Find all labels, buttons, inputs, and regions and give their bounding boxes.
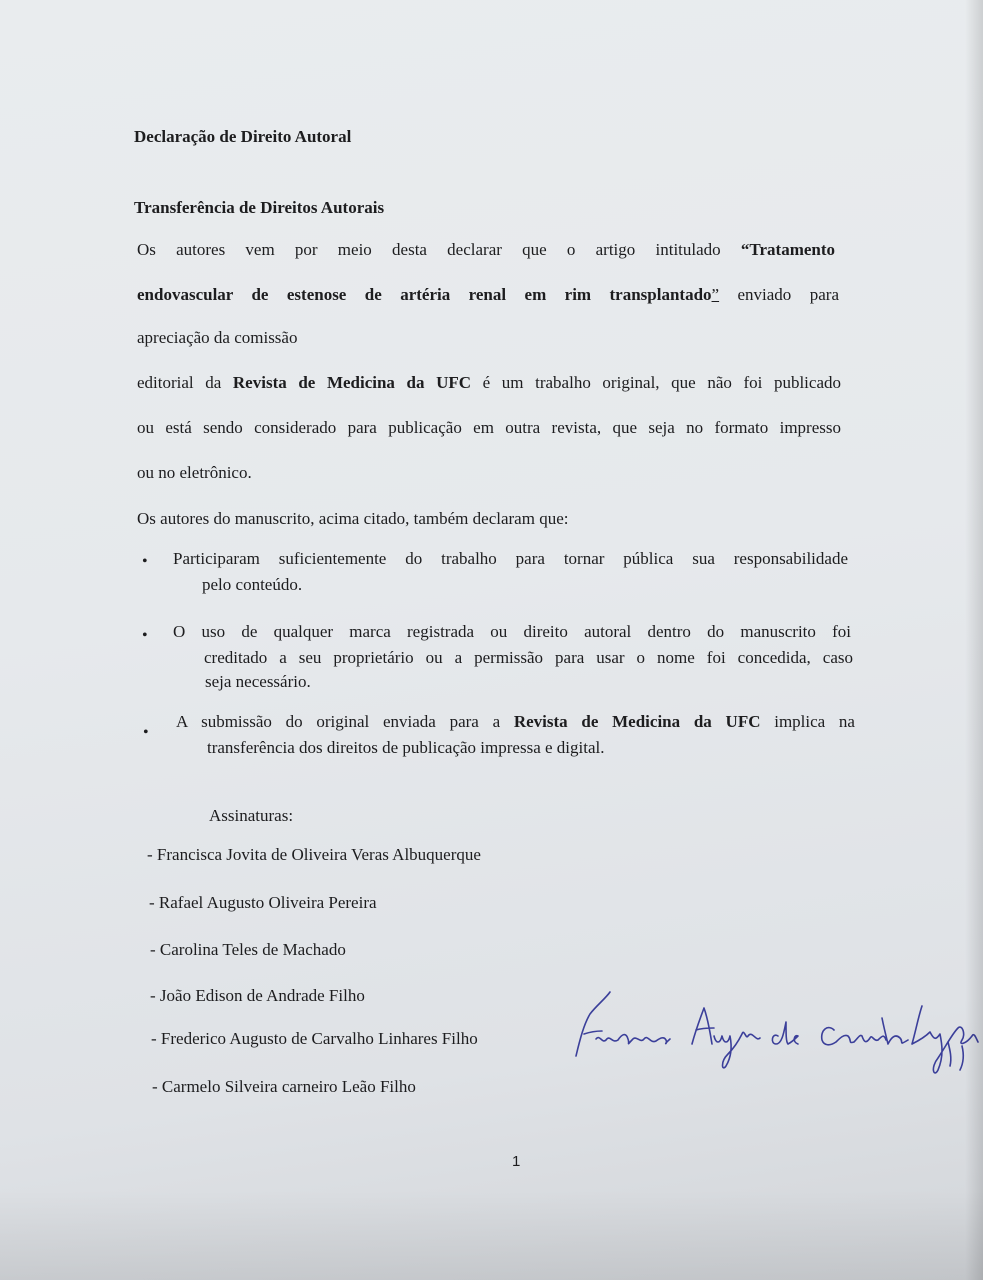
paper-bottom-shadow [0, 1190, 983, 1280]
author-5: - Frederico Augusto de Carvalho Linhares Filho [151, 1029, 478, 1048]
journal-name: Revista de Medicina da UFC [232, 373, 472, 392]
bullet-3-text-a: A submissão do original enviada para a [176, 712, 514, 731]
intro-line-3: apreciação da comissão [137, 328, 298, 347]
intro-line-1 [137, 240, 835, 260]
page-number: 1 [512, 1153, 521, 1170]
author-6: - Carmelo Silveira carneiro Leão Filho [152, 1077, 416, 1096]
bullet-2-line-1: O uso de qualquer marca registrada ou direito autoral dentro do manuscrito foi [173, 622, 851, 641]
paper-edge-shadow [965, 0, 983, 1280]
intro-line-4 [137, 373, 841, 393]
intro-text-sent: enviado para [719, 285, 839, 304]
bullet-2-line-2: creditado a seu proprietário ou a permissão para usar o nome foi concedida, caso [204, 648, 853, 667]
handwritten-signature [566, 984, 980, 1084]
intro-text-editorial: editorial da [137, 373, 233, 392]
declaration-lead: Os autores do manuscrito, acima citado, também declaram que: [137, 509, 569, 528]
intro-line-5: ou está sendo considerado para publicação em outra revista, que seja no formato impresso [137, 418, 841, 437]
article-title-start: “Tratamento [740, 240, 836, 259]
closing-quote: ” [711, 285, 720, 304]
document-title: Declaração de Direito Autoral [134, 127, 352, 146]
bullet-3-text-b: implica na [760, 712, 855, 731]
bullet-3-line-2: transferência dos direitos de publicação impressa e digital. [207, 738, 605, 757]
bullet-3-line-1 [176, 712, 855, 732]
intro-text: Os autores vem por meio desta declarar que o artigo intitulado [137, 240, 721, 259]
signatures-label: Assinaturas: [209, 806, 294, 825]
author-4: - João Edison de Andrade Filho [150, 986, 365, 1005]
intro-line-6: ou no eletrônico. [137, 463, 252, 482]
bullet-dot-3: • [143, 724, 149, 741]
bullet-1-line-2: pelo conteúdo. [202, 575, 303, 594]
bullet-dot-1: • [142, 553, 148, 570]
intro-line-2 [137, 285, 839, 305]
article-title-end: endovascular de estenose de artéria renal em rim transplantado [137, 285, 712, 304]
author-3: - Carolina Teles de Machado [150, 940, 346, 959]
author-2: - Rafael Augusto Oliveira Pereira [149, 893, 377, 912]
bullet-1-line-1: Participaram suficientemente do trabalho para tornar pública sua responsabilidade [173, 549, 848, 568]
author-1: - Francisca Jovita de Oliveira Veras Albuquerque [147, 845, 481, 864]
bullet-2-line-3: seja necessário. [205, 672, 311, 691]
section-title: Transferência de Direitos Autorais [134, 198, 385, 217]
bullet-dot-2: • [142, 627, 148, 644]
journal-name-2: Revista de Medicina da UFC [513, 712, 761, 731]
intro-text-original: é um trabalho original, que não foi publicado [471, 373, 841, 392]
